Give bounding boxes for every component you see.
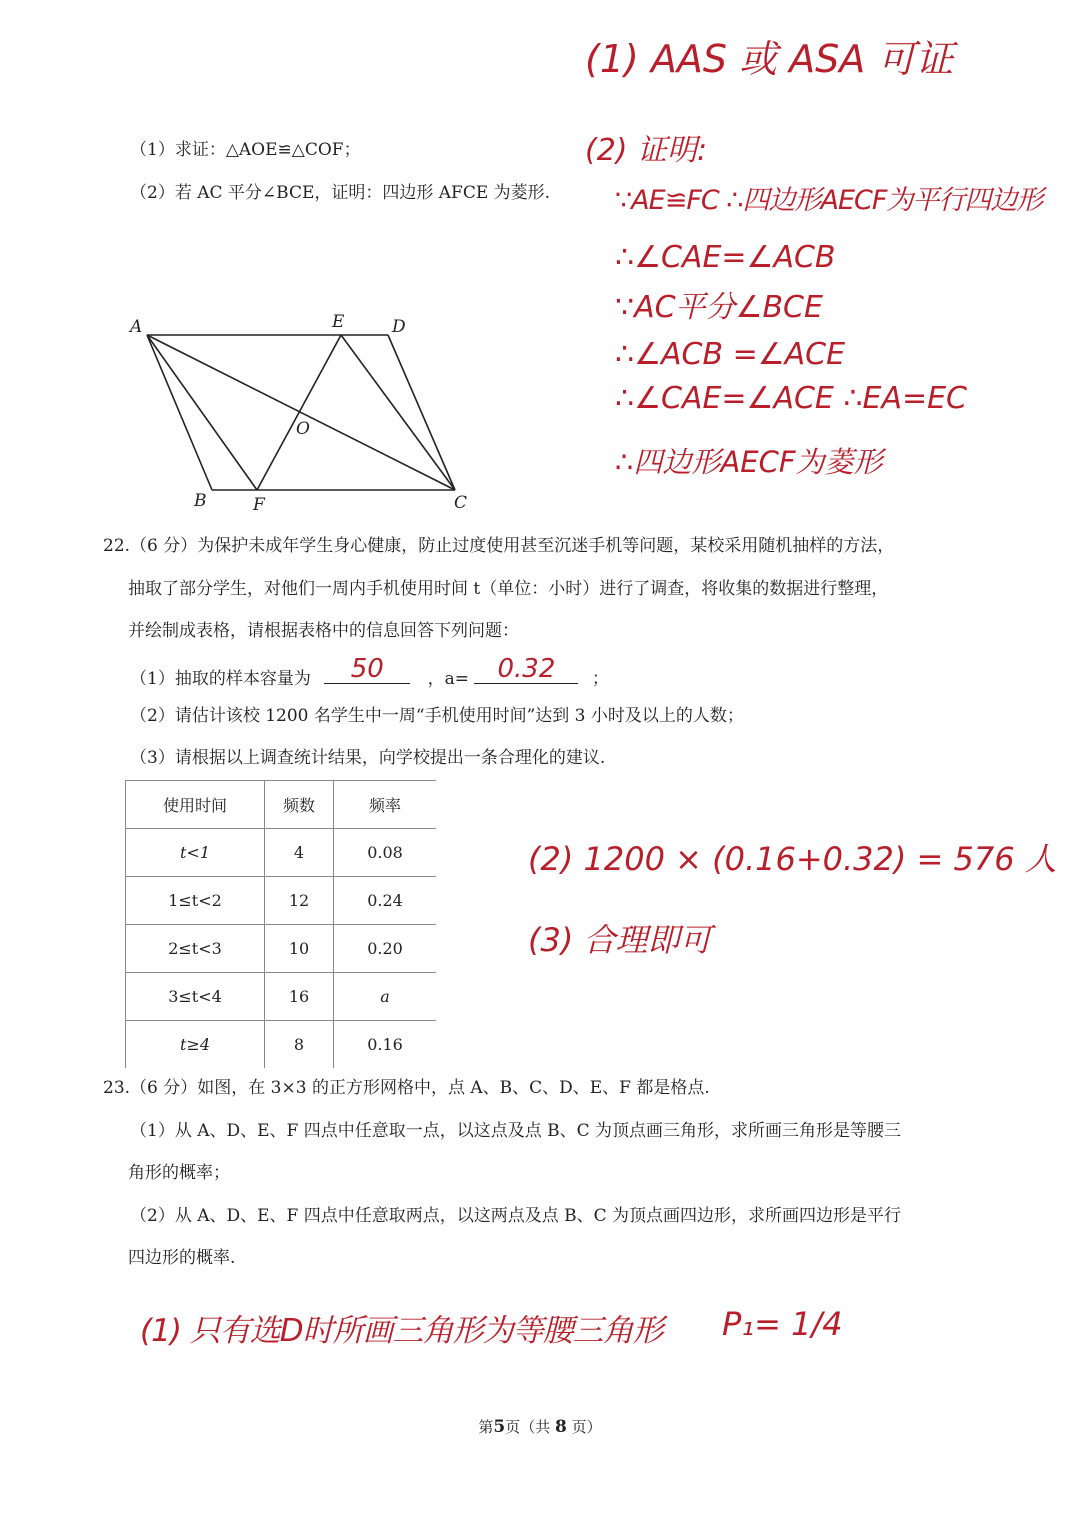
hw-answer-23-1: (1) 只有选D时所画三角形为等腰三角形 <box>140 1313 663 1349</box>
table-cell: 8 <box>265 1021 334 1069</box>
q23-part2-line1: （2）从 A、D、E、F 四点中任意取两点，以这两点及点 B、C 为顶点画四边形，求所画四边形是平行 <box>130 1206 902 1226</box>
table-cell: a <box>334 973 437 1021</box>
q23-part1-line2: 角形的概率； <box>128 1163 230 1183</box>
table-cell: 16 <box>265 973 334 1021</box>
table-row <box>126 925 437 973</box>
q23-part2-line2: 四边形的概率. <box>128 1248 236 1268</box>
footer-pre: 第 <box>478 1418 494 1436</box>
q21-part2: （2）若 AC 平分∠BCE，证明：四边形 AFCE 为菱形. <box>130 183 551 203</box>
sample-size-blank[interactable] <box>324 653 410 684</box>
frequency-table <box>125 780 436 1068</box>
hw-answer-23-1-probability: P₁= 1/4 <box>722 1305 843 1343</box>
table-header-cell: 使用时间 <box>126 781 265 829</box>
table-header-cell: 频数 <box>265 781 334 829</box>
table-row <box>126 829 437 877</box>
hw-answer-21-2-line5: ∴∠CAE=∠ACE ∴EA=EC <box>615 381 968 416</box>
hw-answer-21-2-line6: ∴四边形AECF为菱形 <box>615 445 883 479</box>
q23-stem: 23.（6 分）如图，在 3×3 的正方形网格中，点 A、B、C、D、E、F 都是格点. <box>103 1078 710 1098</box>
table-cell: 4 <box>265 829 334 877</box>
table-header-row <box>126 781 437 829</box>
hw-answer-21-2-line3: ∵AC平分∠BCE <box>615 290 823 325</box>
page-number: 5 <box>493 1417 506 1437</box>
q21-part1: （1）求证：△AOE≌△COF； <box>130 140 361 160</box>
page-total: 8 <box>555 1417 567 1437</box>
hw-answer-21-2-title: (2) 证明: <box>585 133 708 168</box>
q22-stem-line1: 22.（6 分）为保护未成年学生身心健康，防止过度使用甚至沉迷手机等问题，某校采用随机抽样的方法， <box>103 536 895 556</box>
q22-part2: （2）请估计该校 1200 名学生中一周“手机使用时间”达到 3 小时及以上的人数； <box>130 706 744 726</box>
q22-stem-line2: 抽取了部分学生，对他们一周内手机使用时间 t（单位：小时）进行了调查，将收集的数据进行整理， <box>128 579 889 599</box>
table-cell: 0.08 <box>334 829 437 877</box>
table-cell: 0.20 <box>334 925 437 973</box>
table-row <box>126 877 437 925</box>
page-footer <box>0 1416 1080 1437</box>
table-row <box>126 973 437 1021</box>
table-cell: 3≤t<4 <box>126 973 265 1021</box>
table-cell: 10 <box>265 925 334 973</box>
label-O: O <box>296 419 310 439</box>
table-cell: 12 <box>265 877 334 925</box>
label-F: F <box>253 495 265 515</box>
table-row <box>126 1021 437 1069</box>
label-C: C <box>454 493 468 513</box>
footer-mid: 页（共 <box>505 1418 555 1436</box>
table-cell: 2≤t<3 <box>126 925 265 973</box>
q22-part1 <box>130 653 609 689</box>
q22-part1-mid: ，a= <box>427 669 470 689</box>
hw-answer-22-3: (3) 合理即可 <box>528 921 712 959</box>
table-header-cell: 频率 <box>334 781 437 829</box>
table-cell: 1≤t<2 <box>126 877 265 925</box>
parallelogram-figure <box>120 305 600 525</box>
q23-part1-line1: （1）从 A、D、E、F 四点中任意取一点，以这点及点 B、C 为顶点画三角形，求所画三角形是等腰三 <box>130 1121 902 1141</box>
q22-part1-suffix: ； <box>591 669 609 689</box>
label-E: E <box>332 312 345 332</box>
segment-AC <box>147 335 455 490</box>
hw-answer-21-1: (1) AAS 或 ASA 可证 <box>585 37 954 81</box>
footer-post: 页） <box>566 1418 602 1436</box>
hw-answer-21-2-line4: ∴∠ACB =∠ACE <box>615 337 846 372</box>
hw-answer-21-2-line1: ∵AE≌FC ∴四边形AECF为平行四边形 <box>615 185 1043 216</box>
segment-FE <box>257 335 341 490</box>
table-cell: 0.24 <box>334 877 437 925</box>
hw-answer-a-value: 0.32 <box>497 653 556 684</box>
hw-answer-22-2: (2) 1200 × (0.16+0.32) = 576 人 <box>528 840 1057 878</box>
label-A: A <box>130 317 143 337</box>
table-cell: t<1 <box>126 829 265 877</box>
table-cell: t≥4 <box>126 1021 265 1069</box>
hw-answer-21-2-line2: ∴∠CAE=∠ACB <box>615 240 836 275</box>
a-value-blank[interactable] <box>474 653 578 684</box>
hw-answer-sample-size: 50 <box>350 653 384 684</box>
label-D: D <box>392 317 406 337</box>
q22-part3: （3）请根据以上调查统计结果，向学校提出一条合理化的建议. <box>130 748 606 768</box>
q22-stem-line3: 并绘制成表格，请根据表格中的信息回答下列问题： <box>128 621 519 641</box>
q22-part1-prefix: （1）抽取的样本容量为 <box>130 669 311 689</box>
table-cell: 0.16 <box>334 1021 437 1069</box>
label-B: B <box>194 491 207 511</box>
